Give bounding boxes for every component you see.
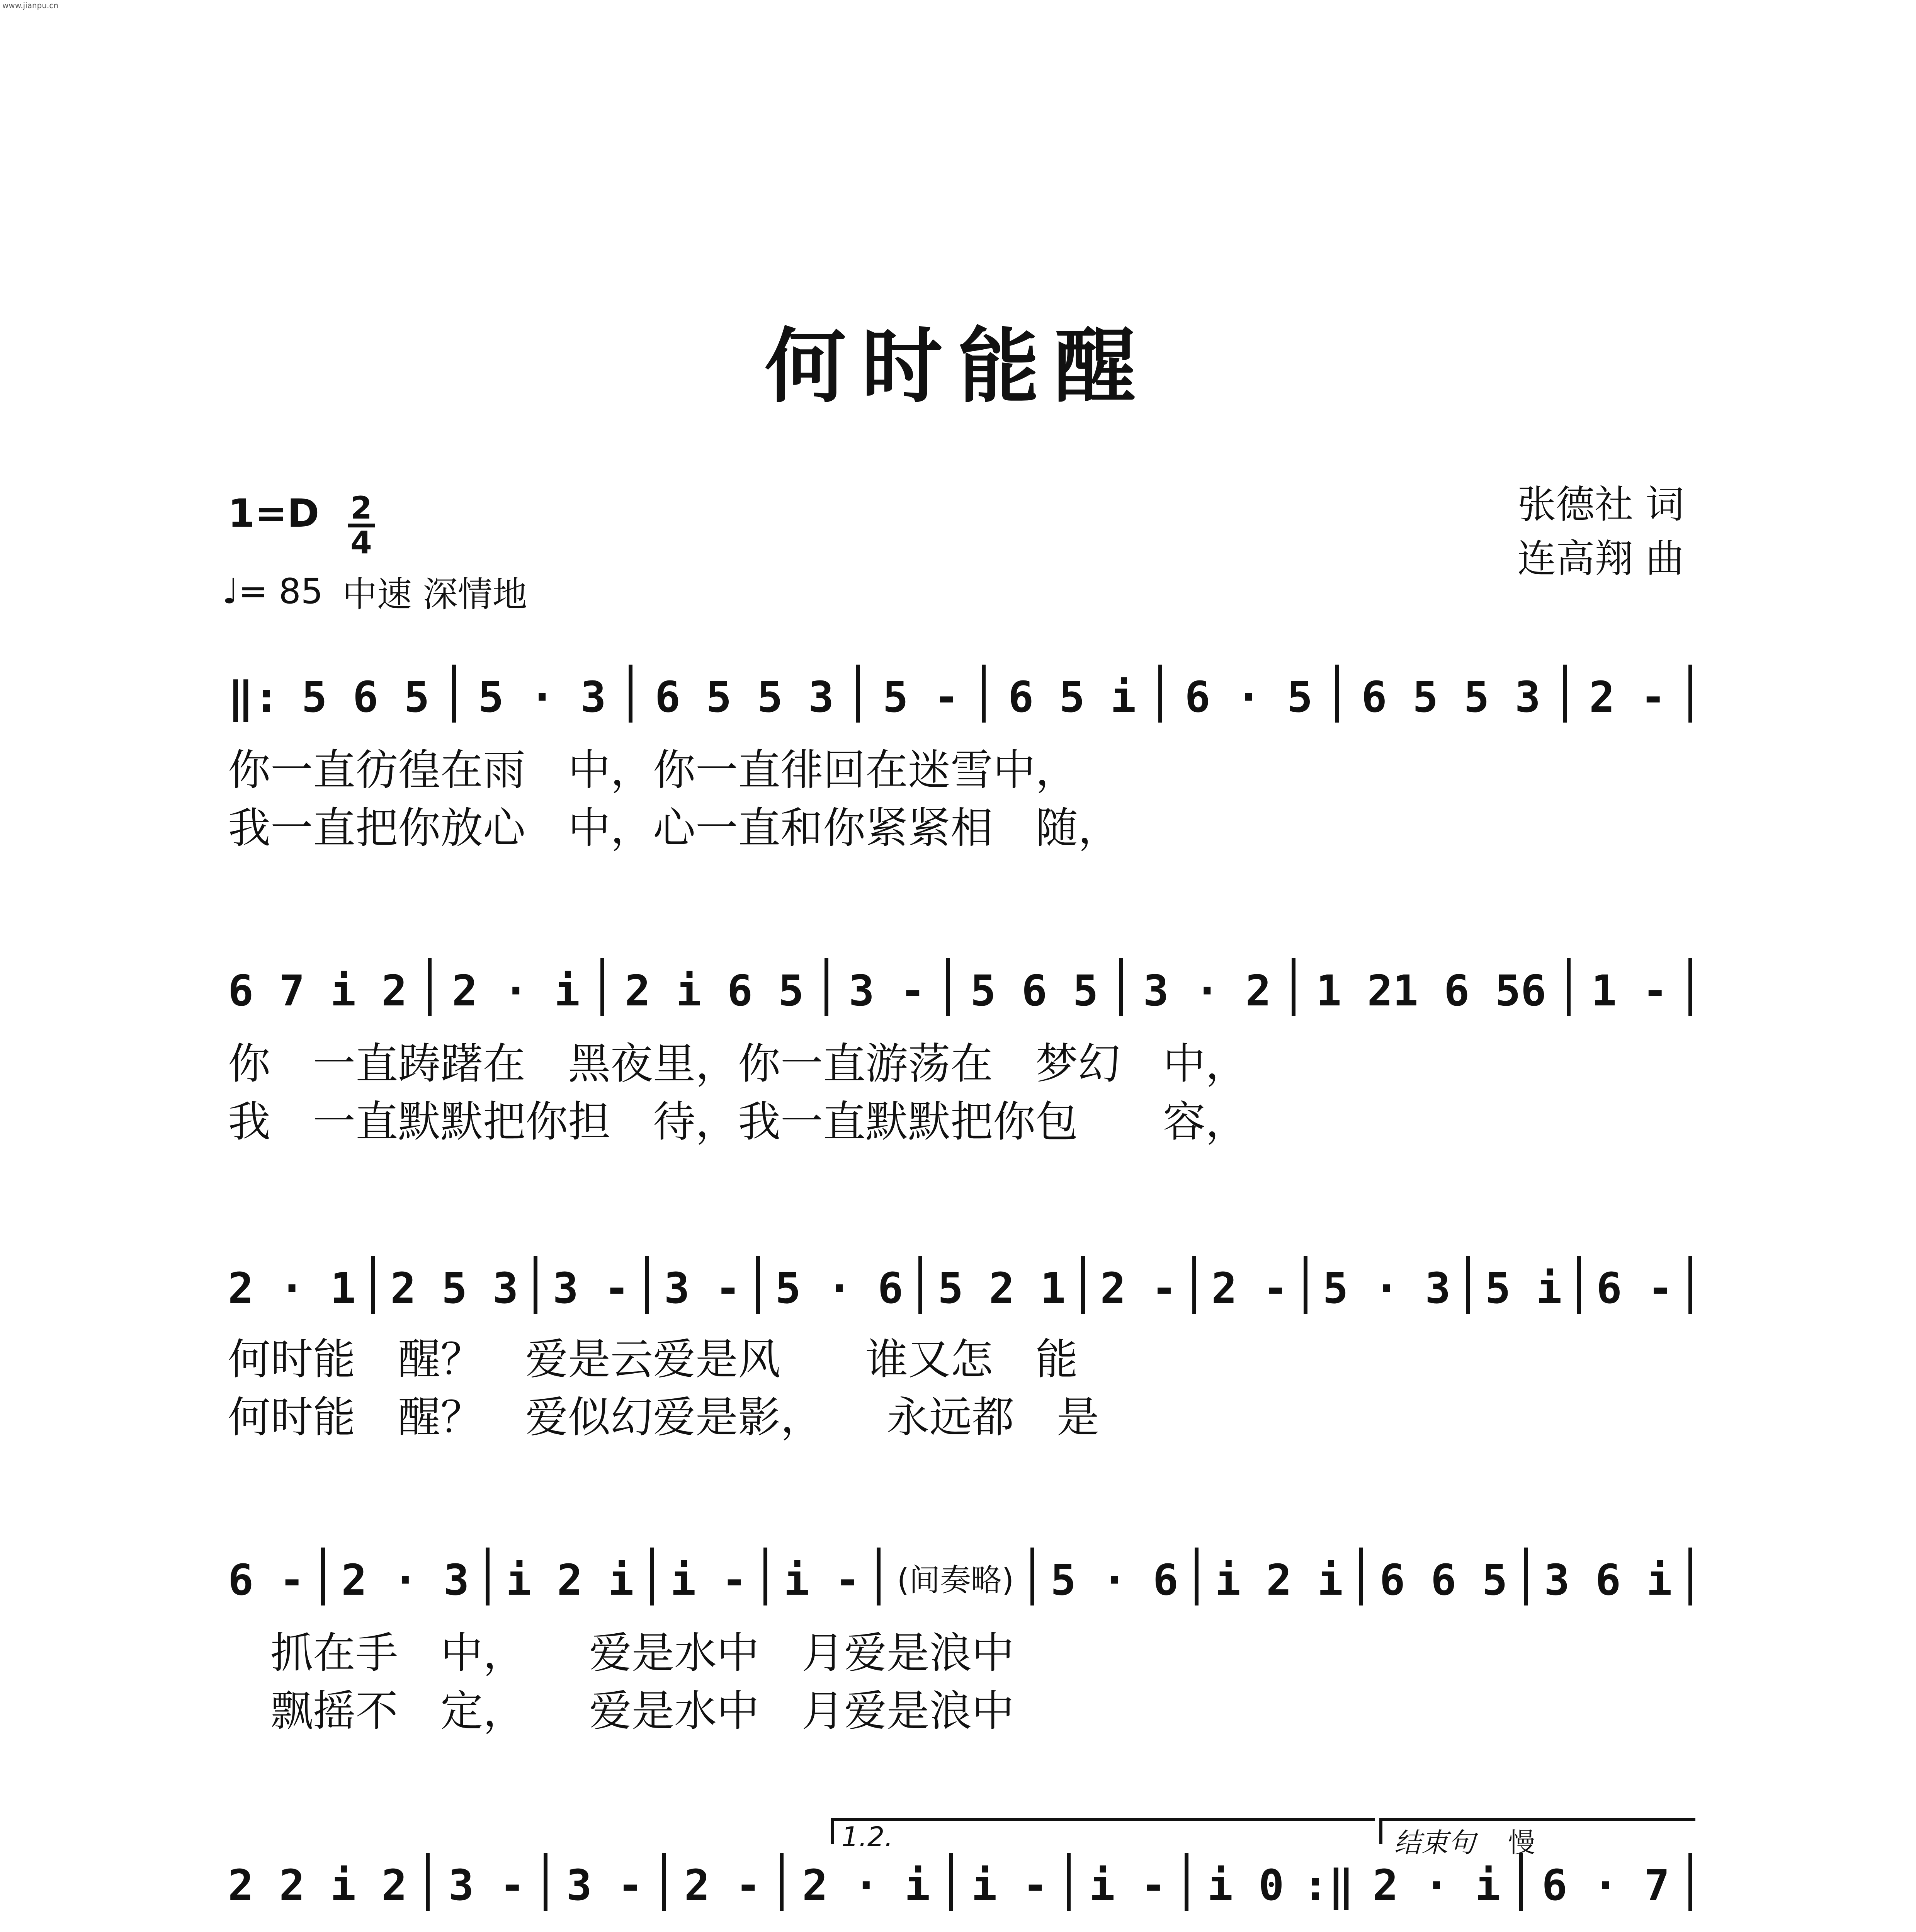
barline <box>1195 1548 1199 1605</box>
note-group: 3 - <box>848 966 926 1015</box>
note-group: 2 - <box>684 1861 761 1910</box>
barline <box>756 1256 760 1314</box>
barline <box>949 1853 953 1911</box>
barline <box>1466 1256 1470 1314</box>
barline <box>856 665 860 723</box>
barline <box>452 665 456 723</box>
note-group: 2 - <box>1589 672 1666 722</box>
note-group: 2 - <box>1211 1264 1289 1313</box>
composer-credit: 连高翔 曲 <box>1517 536 1684 581</box>
barline <box>1292 958 1295 1016</box>
barline <box>1688 958 1692 1016</box>
barline <box>1577 1256 1581 1314</box>
barline <box>1688 665 1692 723</box>
note-group: i 2 i <box>506 1555 634 1605</box>
barline <box>645 1256 649 1314</box>
note-group: 6 5 5 3 <box>655 672 834 722</box>
tempo <box>222 566 527 616</box>
note-group: i - <box>1089 1861 1166 1910</box>
barline <box>982 665 986 723</box>
note-group: 5 · 3 <box>478 672 606 722</box>
lyrics-verse1-system-1: 你一直彷徨在雨 中，你一直徘回在迷雪中， <box>228 745 1078 795</box>
barline <box>1304 1256 1307 1314</box>
note-group: 6 6 5 <box>1379 1555 1508 1605</box>
note-group: 2 2 i 2 <box>228 1861 407 1910</box>
header-caption: www.jianpu.cn <box>2 1 59 10</box>
repeat-sign: :‖ <box>1302 1861 1354 1910</box>
lyrics-verse1-system-4: 抓在手 中， 爱是水中 月爱是浪中 <box>228 1628 1014 1678</box>
barline <box>918 1256 922 1314</box>
lyricist-credit: 张德社 词 <box>1517 482 1684 527</box>
barline <box>321 1548 325 1605</box>
time-sig-denominator: 4 <box>348 524 375 558</box>
barline <box>780 1853 784 1911</box>
note-group: 3 - <box>566 1861 643 1910</box>
ending-phrase-bracket <box>1379 1818 1695 1859</box>
barline <box>650 1548 654 1605</box>
note-group: 3 - <box>553 1264 630 1313</box>
barline <box>486 1548 490 1605</box>
note-group: 5 · 6 <box>775 1264 903 1313</box>
time-signature <box>348 490 375 561</box>
slow-marking: 慢 <box>1508 1827 1535 1859</box>
note-group: i 2 i <box>1215 1555 1343 1605</box>
note-group: 2 · 1 <box>228 1264 356 1313</box>
barline <box>534 1256 537 1314</box>
note-group: 5 i <box>1485 1264 1562 1313</box>
note-group: 5 2 1 <box>938 1264 1066 1313</box>
lyrics-verse2-system-4: 飘摇不 定， 爱是水中 月爱是浪中 <box>228 1686 1014 1736</box>
lyrics-verse1-system-3: 何时能 醒？ 爱是云爱是风 谁又怎 能 <box>228 1335 1078 1384</box>
barline <box>1567 958 1571 1016</box>
barline <box>877 1548 881 1605</box>
barline <box>1519 1853 1523 1911</box>
notation-system-3 <box>228 1264 1692 1321</box>
lyrics-verse2-system-2: 我 一直默默把你担 待，我一直默默把你包 容， <box>228 1097 1248 1146</box>
note-group: 2 · i <box>1372 1861 1501 1910</box>
repeat-sign: ‖: <box>228 672 279 722</box>
tempo-bpm: ♩= 85 <box>222 571 323 612</box>
note-group: 2 · i <box>452 966 580 1015</box>
barline <box>629 665 632 723</box>
note-group: 6 - <box>1596 1264 1673 1313</box>
note-group: 2 i 6 5 <box>624 966 804 1015</box>
notation-system-2 <box>228 966 1692 1024</box>
barline <box>1030 1548 1034 1605</box>
note-group: 6 · 7 <box>1542 1861 1670 1910</box>
barline <box>1688 1256 1692 1314</box>
barline <box>1158 665 1162 723</box>
tempo-marking: 中速 深情地 <box>342 574 527 615</box>
barline <box>1688 1853 1692 1911</box>
barline <box>1359 1548 1363 1605</box>
barline <box>1335 665 1339 723</box>
note-group: i - <box>670 1555 747 1605</box>
barline <box>1067 1853 1071 1911</box>
barline <box>600 958 604 1016</box>
note-group: 1 21 6 56 <box>1316 966 1547 1015</box>
notation-system-5 <box>228 1861 1692 1918</box>
barline <box>1688 1548 1692 1605</box>
note-group: 5 6 5 <box>301 672 430 722</box>
key-signature: 1=D <box>228 491 320 536</box>
volta-label: 1.2. <box>842 1821 893 1853</box>
barline <box>1119 958 1123 1016</box>
barline <box>1081 1256 1085 1314</box>
note-group: 5 · 6 <box>1050 1555 1179 1605</box>
note-group: i - <box>971 1861 1048 1910</box>
barline <box>825 958 828 1016</box>
note-group: 3 - <box>664 1264 741 1313</box>
note-group: 5 6 5 <box>970 966 1098 1015</box>
barline <box>763 1548 767 1605</box>
barline <box>946 958 950 1016</box>
note-group: 2 5 3 <box>390 1264 519 1313</box>
note-group: 6 - <box>228 1555 305 1605</box>
note-group: 5 · 3 <box>1323 1264 1451 1313</box>
notation-system-1 <box>228 672 1692 730</box>
ending-label: 结束句 <box>1394 1827 1475 1859</box>
note-group: i 0 <box>1207 1861 1284 1910</box>
note-group: 1 - <box>1591 966 1668 1015</box>
lyrics-verse2-system-3: 何时能 醒？ 爱似幻爱是影， 永远都 是 <box>228 1393 1099 1442</box>
barline <box>662 1853 666 1911</box>
note-group: 6 5 i <box>1008 672 1136 722</box>
note-group: 2 · i <box>802 1861 930 1910</box>
note-group: 2 · 3 <box>341 1555 469 1605</box>
note-group: 6 · 5 <box>1185 672 1313 722</box>
barline <box>1185 1853 1188 1911</box>
note-group: 6 5 5 3 <box>1361 672 1541 722</box>
note-group: 6 7 i 2 <box>228 966 407 1015</box>
first-ending-bracket <box>831 1818 1375 1853</box>
barline <box>544 1853 547 1911</box>
note-group: 3 - <box>448 1861 525 1910</box>
lyrics-verse1-system-2: 你 一直踌躇在 黑夜里，你一直游荡在 梦幻 中， <box>228 1039 1248 1088</box>
barline <box>371 1256 375 1314</box>
lyrics-verse2-system-1: 我一直把你放心 中，心一直和你紧紧相 随， <box>228 803 1120 853</box>
barline <box>1192 1256 1196 1314</box>
time-sig-numerator: 2 <box>350 490 372 526</box>
note-group: 3 6 i <box>1544 1555 1672 1605</box>
note-group: 2 - <box>1100 1264 1177 1313</box>
note-group: i - <box>784 1555 861 1605</box>
barline <box>1524 1548 1528 1605</box>
note-group: 5 - <box>882 672 960 722</box>
note-group: 3 · 2 <box>1143 966 1271 1015</box>
notation-system-4 <box>228 1555 1692 1613</box>
barline <box>426 1853 430 1911</box>
page-title: 何时能醒 <box>765 318 1151 414</box>
lyrics-verse1-system-5 <box>228 1926 1692 1932</box>
barline <box>428 958 432 1016</box>
interlude-marker: (间奏略) <box>897 1562 1014 1598</box>
barline <box>1563 665 1567 723</box>
